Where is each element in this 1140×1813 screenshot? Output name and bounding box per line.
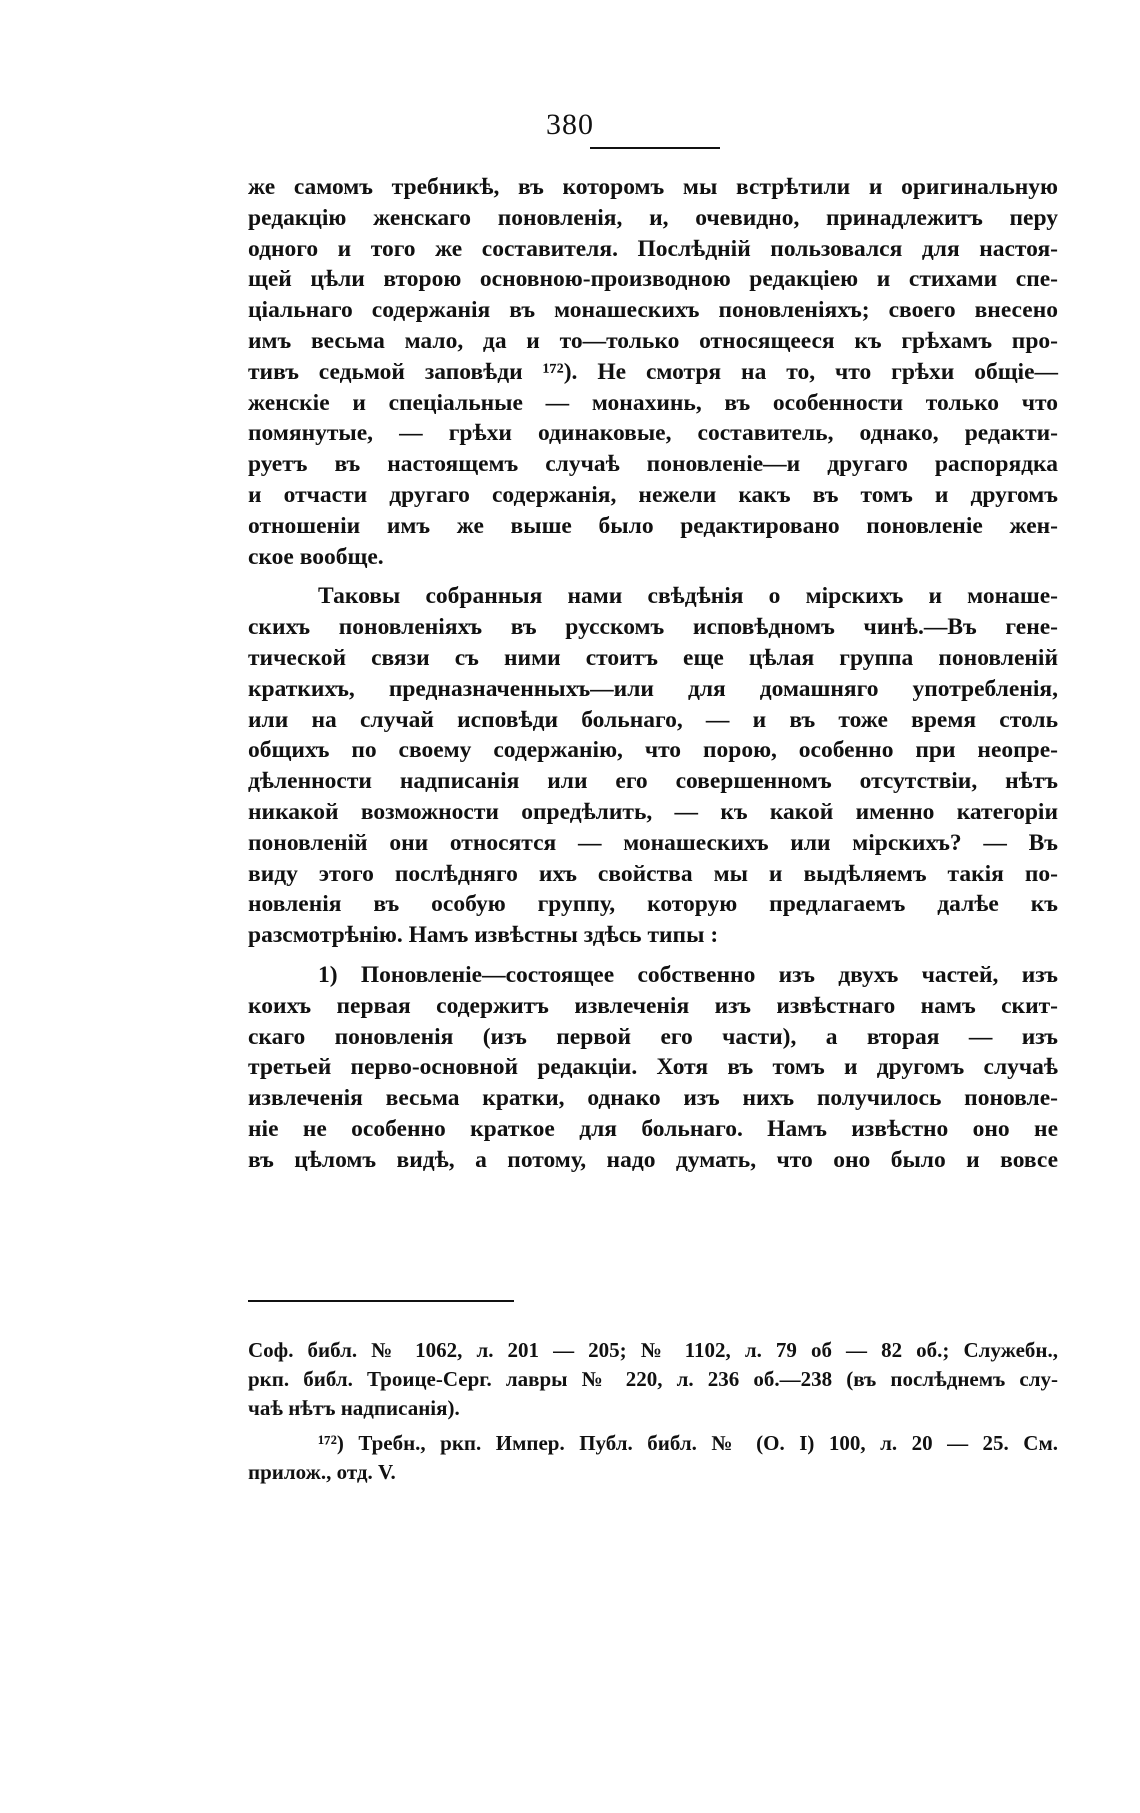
text-line: поновленій они относятся — монашескихъ или мірскихъ? — Въ — [248, 829, 1058, 856]
footnote-line: ркп. библ. Троице-Серг. лавры № 220, л. 236 об.—238 (въ послѣднемъ слу- — [248, 1367, 1058, 1391]
footnote — [248, 1429, 1058, 1487]
text-line: дѣленности надписанія или его совершенномъ отсутствіи, нѣтъ — [248, 768, 1058, 795]
text-line: или на случай исповѣди больнаго, — и въ тоже время столь — [248, 706, 1058, 733]
text-line: помянутые, — грѣхи одинаковые, составитель, однако, редакти- — [248, 420, 1058, 447]
text-line: тической связи съ ними стоитъ еще цѣлая группа поновленій — [248, 644, 1058, 671]
text-line: же самомъ требникѣ, въ которомъ мы встрѣтили и оригинальную — [248, 174, 1058, 200]
text-line: женскіе и спеціальные — монахинь, въ особенности только что — [248, 389, 1058, 416]
text-line: тивъ седьмой заповѣди ¹⁷²). Не смотря на то, что грѣхи общіе— — [248, 358, 1058, 385]
text-line: руетъ въ настоящемъ случаѣ поновленіе—и другаго распорядка — [248, 451, 1058, 478]
text-line: третьей перво-основной редакціи. Хотя въ томъ и другомъ случаѣ — [248, 1054, 1058, 1081]
paragraph — [248, 172, 1058, 572]
paragraph — [248, 581, 1058, 951]
text-line: 1) Поновленіе—состоящее собственно изъ двухъ частей, изъ — [318, 961, 1058, 988]
text-line: разсмотрѣнію. Намъ извѣстны здѣсь типы : — [248, 922, 719, 949]
text-line: въ цѣломъ видѣ, а потому, надо думать, что оно было и вовсе — [248, 1146, 1058, 1173]
text-line: краткихъ, предназначенныхъ—или для домашняго употребленія, — [248, 675, 1058, 702]
footnote-line: чаѣ нѣтъ надписанія). — [248, 1396, 460, 1420]
footnote-separator — [248, 1300, 514, 1302]
text-line: коихъ первая содержитъ извлеченія изъ извѣстнаго намъ скит- — [248, 992, 1058, 1019]
text-line: ніе не особенно краткое для больнаго. Намъ извѣстно оно не — [248, 1115, 1058, 1142]
footnote-line: ¹⁷²) Требн., ркп. Импер. Публ. библ. № (О. I) 100, л. 20 — 25. См. — [318, 1431, 1058, 1455]
text-line: виду этого послѣдняго ихъ свойства мы и выдѣляемъ такія по- — [248, 860, 1058, 887]
text-line: и отчасти другаго содержанія, нежели какъ въ томъ и другомъ — [248, 481, 1058, 508]
text-line: никакой возможности опредѣлить, — къ какой именно категоріи — [248, 798, 1058, 825]
text-line: скихъ поновленіяхъ въ русскомъ исповѣдномъ чинѣ.—Въ гене- — [248, 614, 1058, 641]
main-text — [248, 172, 1058, 1176]
page-number: 380 — [546, 108, 594, 141]
text-line: отношеніи имъ же выше было редактировано поновленіе жен- — [248, 512, 1058, 539]
footnote-line: прилож., отд. V. — [248, 1460, 396, 1484]
footnote-line: Соф. библ. № 1062, л. 201 — 205; № 1102, л. 79 об — 82 об.; Служебн., — [248, 1338, 1058, 1362]
text-line: ское вообще. — [248, 543, 384, 570]
paragraph — [248, 960, 1058, 1176]
text-line: новленія въ особую группу, которую предлагаемъ далѣе къ — [248, 891, 1058, 918]
text-line: редакцію женскаго поновленія, и, очевидно, принадлежитъ перу — [248, 204, 1058, 231]
footnote — [248, 1336, 1058, 1423]
text-line: скаго поновленія (изъ первой его части), а вторая — изъ — [248, 1023, 1058, 1050]
text-line: ціальнаго содержанія въ монашескихъ поновленіяхъ; своего внесено — [248, 297, 1058, 324]
text-line: Таковы собранныя нами свѣдѣнія о мірскихъ и монаше- — [318, 583, 1058, 610]
text-line: одного и того же составителя. Послѣдній пользовался для настоя- — [248, 235, 1058, 262]
footnotes — [248, 1336, 1058, 1487]
text-line: извлеченія весьма кратки, однако изъ нихъ получилось поновле- — [248, 1085, 1058, 1112]
text-line: общихъ по своему содержанію, что порою, особенно при неопре- — [248, 737, 1058, 764]
header-rule — [590, 147, 720, 149]
text-line: щей цѣли второю основною-производною редакціею и стихами спе- — [248, 266, 1058, 293]
text-line: имъ весьма мало, да и то—только относящееся къ грѣхамъ про- — [248, 327, 1058, 354]
